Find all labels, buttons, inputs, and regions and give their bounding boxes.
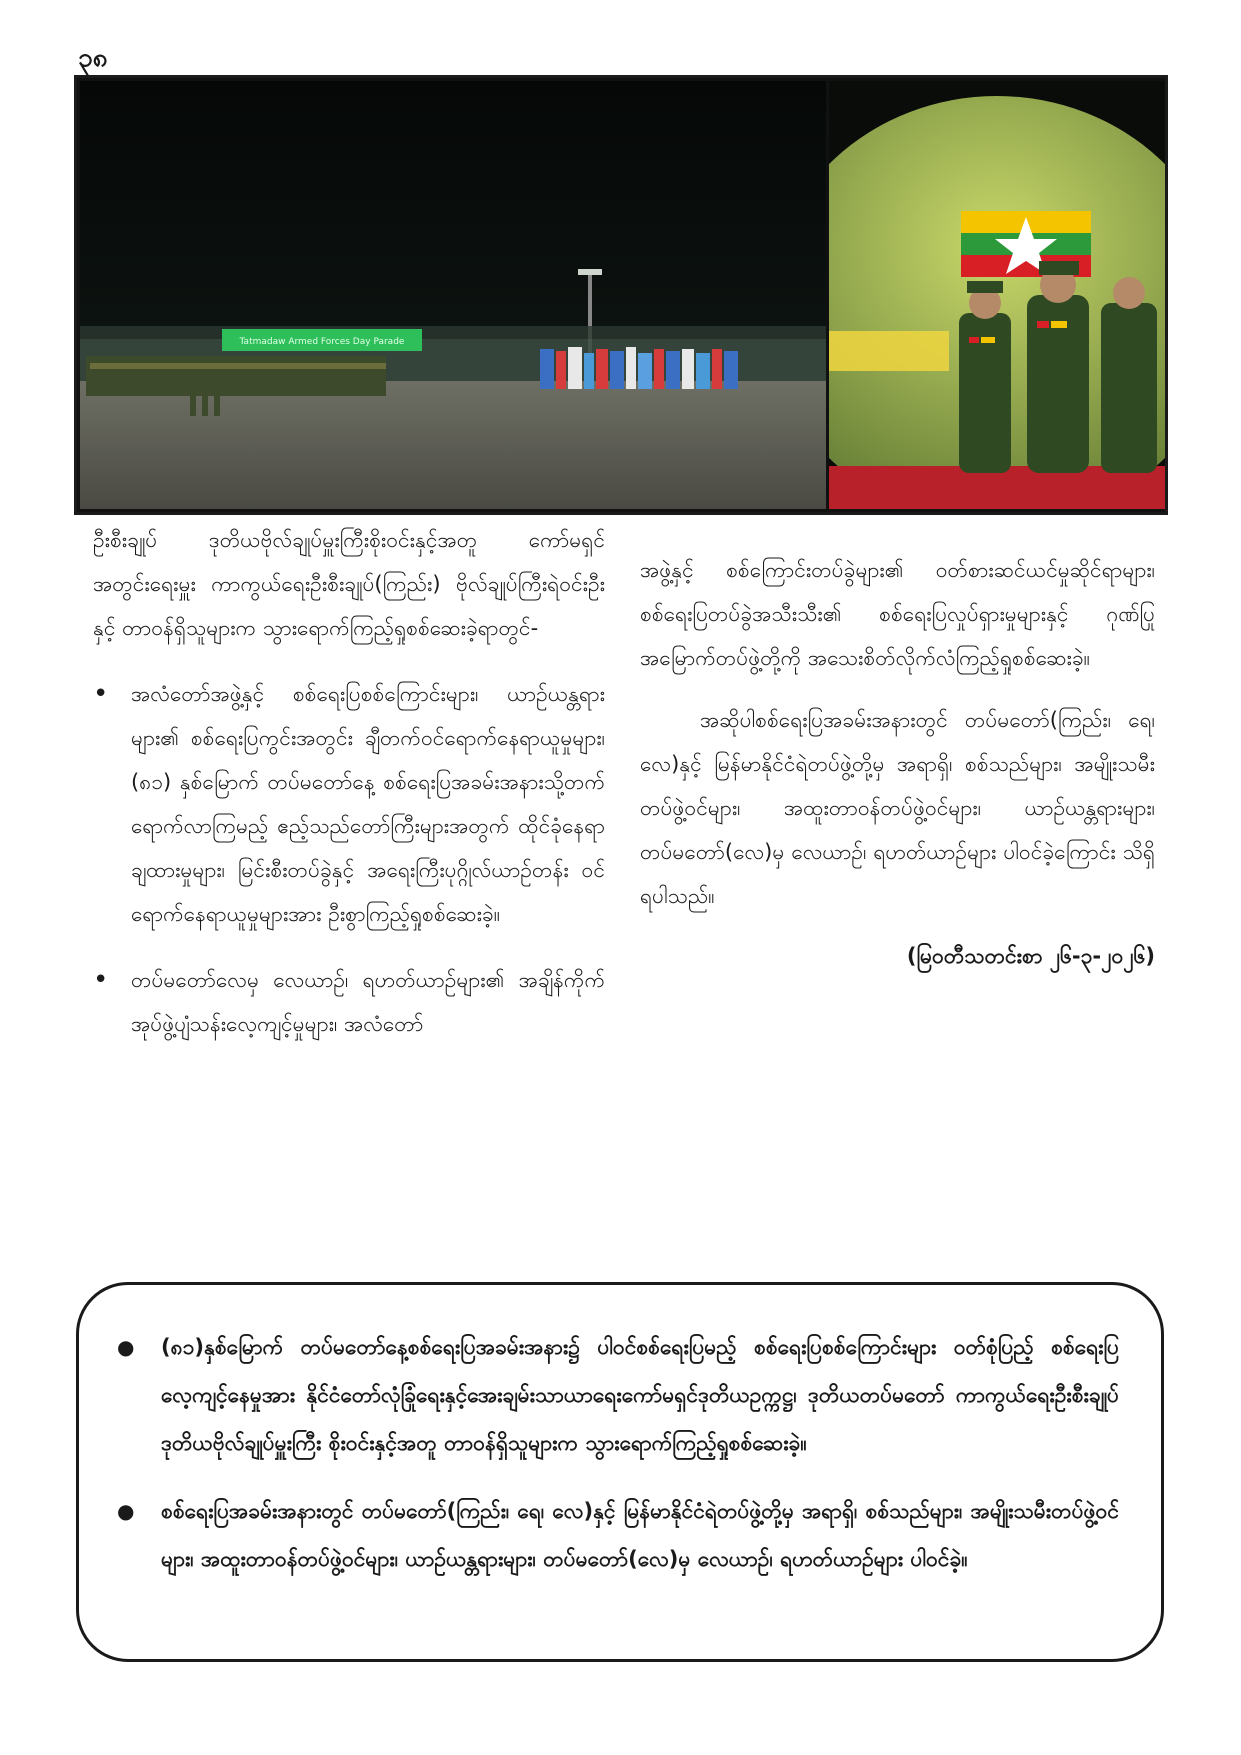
continuation-paragraph: အဖွဲ့နှင့် စစ်ကြောင်းတပ်ခွဲများ၏ ဝတ်စားဆင်ယင်မှုဆိုင်ရာများ၊ စစ်ရေးပြတပ်ခွဲအသီးသီး၏ စစ်ရေးပြလှုပ်ရှားမှုများနှင့် ဂုဏ်ပြုအမြောက်တပ်ဖွဲ့တို့ကို အသေးစိတ်လိုက်လံကြည့်ရှုစစ်ဆေးခဲ့။ (640, 558, 1155, 670)
summary-item-2: ● စစ်ရေးပြအခမ်းအနားတွင် တပ်မတော်(ကြည်း၊ ရေ၊ လေ)နှင့် မြန်မာနိုင်ငံရဲတပ်ဖွဲ့တို့မှ အရာရှိ၊ စစ်သည်များ၊ အမျိုးသမီးတပ်ဖွဲ့ဝင်များ၊ အထူးတာဝန်တပ်ဖွဲ့ဝင်များ၊ ယာဉ်ယန္တရားများ၊ တပ်မတော်(လေ)မှ လေယာဉ်၊ ရဟတ်ယာဉ်များ ပါဝင်ခဲ့။ (117, 1487, 1119, 1583)
page-number: ၃၈ (78, 43, 108, 73)
left-column (93, 518, 605, 1068)
inspection-list (93, 672, 605, 1046)
summary-list (117, 1323, 1119, 1583)
summary-box (76, 1282, 1164, 1662)
photo-collage (74, 75, 1168, 515)
inspection-item-1: • အလံတော်အဖွဲ့နှင့် စစ်ရေးပြစစ်ကြောင်းများ၊ ယာဉ်ယန္တရားများ၏ စစ်ရေးပြကွင်းအတွင်း ချီတက်ဝင်ရောက်နေရာယူမှုများ၊ (၈၁) နှစ်မြောက် တပ်မတော်နေ့ စစ်ရေးပြအခမ်းအနားသို့တက်ရောက်လာကြမည့် ဧည့်သည်တော်ကြီးများအတွက် ထိုင်ခုံနေရာချထားမှုများ၊ မြင်းစီးတပ်ခွဲနှင့် အရေးကြီးပုဂ္ဂိုလ်ယာဉ်တန်း ဝင်ရောက်နေရာယူမှုများအား ဦးစွာကြည့်ရှုစစ်ဆေးခဲ့။ (93, 672, 605, 936)
parade-rehearsal-photo (80, 81, 826, 509)
parade-banner-text: Tatmadaw Armed Forces Day Parade (239, 337, 405, 347)
right-column (640, 548, 1155, 978)
ceremony-paragraph: အဆိုပါစစ်ရေးပြအခမ်းအနားတွင် တပ်မတော်(ကြည်း၊ ရေ၊ လေ)နှင့် မြန်မာနိုင်ငံရဲတပ်ဖွဲ့တို့မှ အရာရှိ၊ စစ်သည်များ၊ အမျိုးသမီးတပ်ဖွဲ့ဝင်များ၊ အထူးတာဝန်တပ်ဖွဲ့ဝင်များ၊ ယာဉ်ယန္တရားများ၊ တပ်မတော်(လေ)မှ လေယာဉ်၊ ရဟတ်ယာဉ်များ ပါဝင်ခဲ့ကြောင်း သိရှိရပါသည်။ (640, 708, 1155, 908)
inspection-item-2: • တပ်မတော်လေမှ လေယာဉ်၊ ရဟတ်ယာဉ်များ၏ အချိန်ကိုက် အုပ်ဖွဲ့ပျံသန်းလေ့ကျင့်မှုများ၊ အလံတော် (93, 958, 605, 1046)
officials-photo (829, 81, 1165, 509)
intro-paragraph: ဦးစီးချုပ် ဒုတိယဗိုလ်ချုပ်မှူးကြီးစိုးဝင်းနှင့်အတူ ကော်မရှင်အတွင်းရေးမှူး ကာကွယ်ရေးဦးစီးချုပ်(ကြည်း) ဗိုလ်ချုပ်ကြီးရဲဝင်းဦးနှင့် တာဝန်ရှိသူများက သွားရောက်ကြည့်ရှုစစ်ဆေးခဲ့ရာတွင်- (93, 528, 605, 640)
source-citation: (မြဝတီသတင်းစာ ၂၆-၃-၂၀၂၆) (906, 944, 1155, 968)
summary-item-1: ● (၈၁)နှစ်မြောက် တပ်မတော်နေ့စစ်ရေးပြအခမ်းအနား၌ ပါဝင်စစ်ရေးပြမည့် စစ်ရေးပြစစ်ကြောင်းများ ဝတ်စုံပြည့် စစ်ရေးပြလေ့ကျင့်နေမှုအား နိုင်ငံတော်လုံခြုံရေးနှင့်အေးချမ်းသာယာရေးကော်မရှင်ဒုတိယဥက္ကဋ္ဌ၊ ဒုတိယတပ်မတော် ကာကွယ်ရေးဦးစီးချုပ် ဒုတိယဗိုလ်ချုပ်မှူးကြီး စိုးဝင်းနှင့်အတူ တာဝန်ရှိသူများက သွားရောက်ကြည့်ရှုစစ်ဆေးခဲ့။ (117, 1323, 1119, 1467)
